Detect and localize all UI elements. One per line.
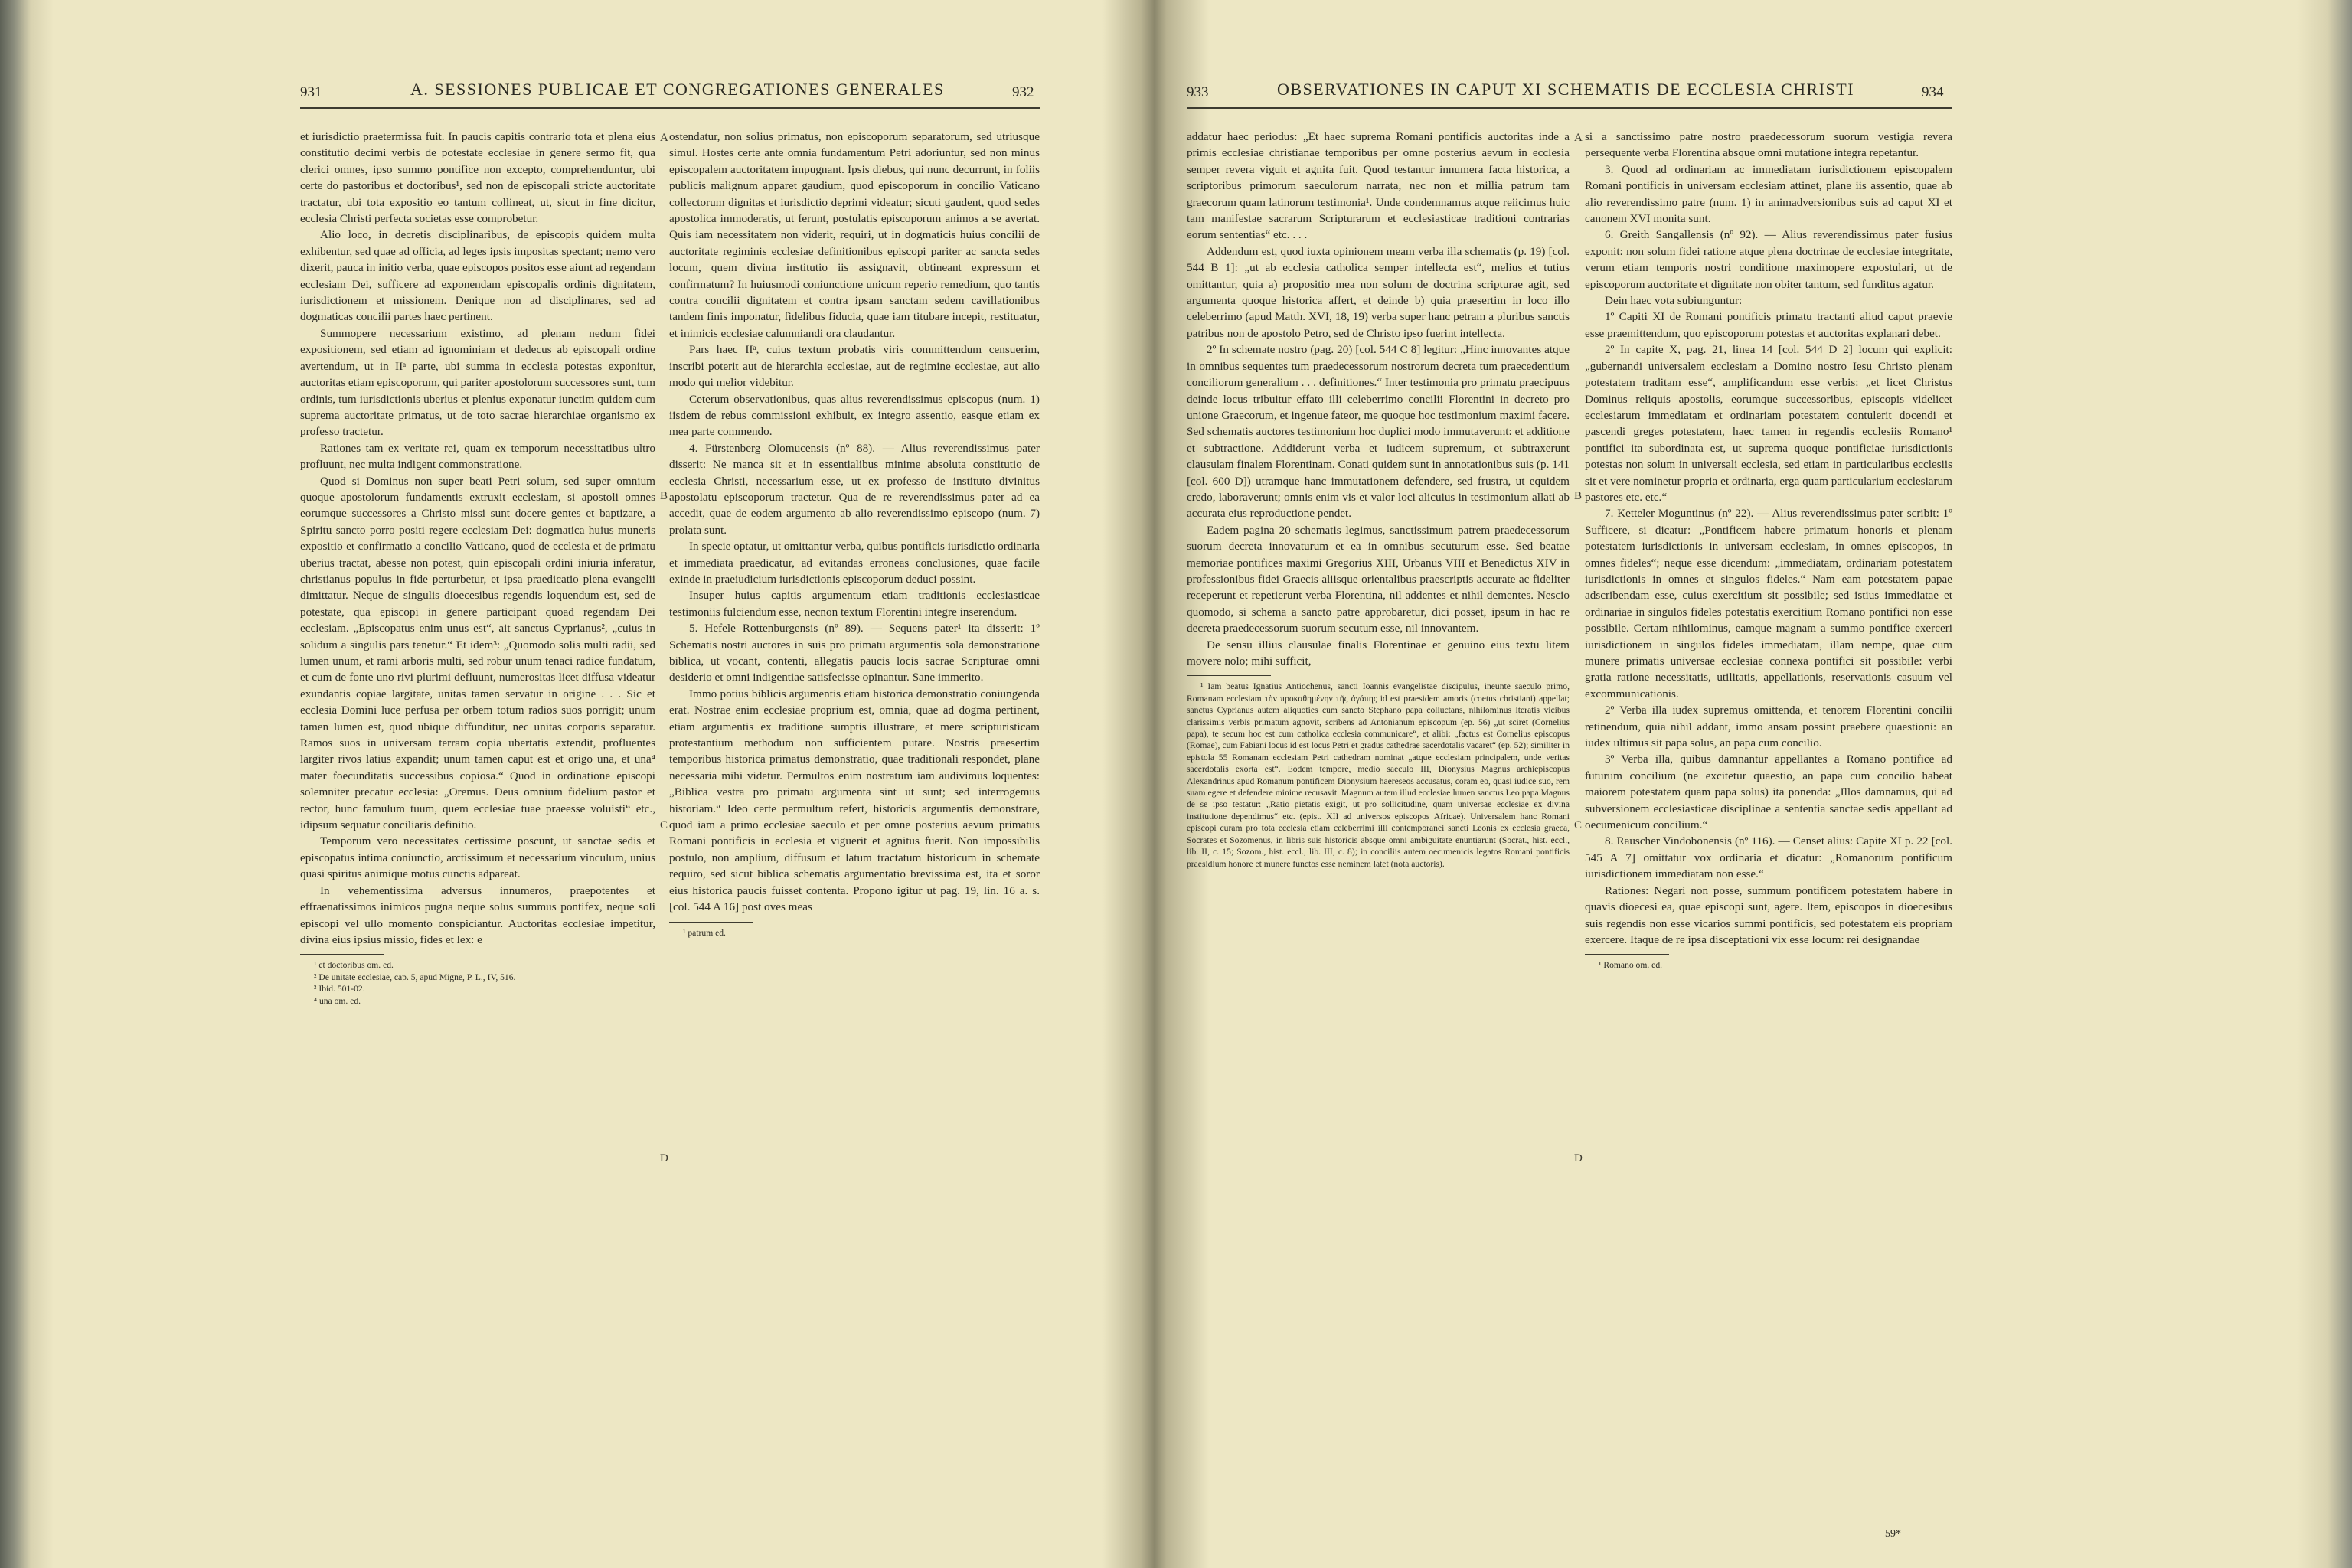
margin-letter: B bbox=[660, 490, 668, 502]
column-1 bbox=[1187, 129, 1570, 1554]
page-number-left: 933 bbox=[1187, 84, 1209, 100]
footnote: ¹ patrum ed. bbox=[683, 927, 726, 938]
paragraph: 5. Hefele Rottenburgensis (nº 89). — Sequens pater¹ ita disserit: 1º Schematis nostri auctores in suis pro primatu argumentis sola demonstratione biblica, ut vocant, contenti, allegatis paucis locis sacrae Scripturae omni desiderio et omni indigentiae satisfecisse opinantur. Sane immerito. bbox=[669, 622, 1040, 684]
paragraph: Pars haec IIᵃ, cuius textum probatis viris committendum censuerim, inscribi poterit aut de hierarchia ecclesiae, aut de regimine ecclesiae, aut alio modo qui melior videbitur. bbox=[669, 343, 1040, 390]
header-rule bbox=[1187, 107, 1952, 109]
footnote: ¹ Iam beatus Ignatius Antiochenus, sancti Ioannis evangelistae discipulus, ineunte saeculo primo, Romanam ecclesiam τὴν προκαθημένην τῆς ἀγάπης id est praesidem amoris (coetus christiani) appellat; sanctus Cyprianus autem aliquoties cum sancto Stephano papa colluctans, nihilominus iteratis vicibus clarissimis verbis primatum agnovit, scribens ad Antonianum episcopum (ep. 56) „ut sciret (Cornelius papa), te secum hoc est cum catholica ecclesia communicare“, et alibi: „factus est Cornelius episcopus (Romae), cum Fabiani locus id est locus Petri et gradus cathedrae sacerdotalis vacaret“ (ep. 52); similiter in epistola 55 Romanam ecclesiam Petri cathedram nominat „atque ecclesiam principalem, unde veritas sacerdotalis exorta est“. Eodem tempore, medio saeculo III, Dionysius Magnus archiepiscopus Alexandrinus apud Romanum pontificem Dionysium haereseos accusatus, coram eo, quasi iudice suo, rem suam egere et defendere minime recusavit. Magnum autem illud ecclesiae lumen sanctus Leo papa Magnus de se ipso testatur: „Ratio pietatis exigit, ut pro sollicitudine, quam universae ecclesiae ex divina institutione dependimus“ etc. (epist. XII ad universos episcopos Africae). Universalem hanc Romani episcopi curam pro tota ecclesia etiam celeberrimi illi contemporanei sancti Leonis ex ecclesia graeca, Socrates et Sozomenus, in libris suis historicis absque omni ambiguitate enuntiarunt (Socrat., hist. eccl., lib. II, c. 15; Sozom., hist. eccl., lib. III, c. 8); in conciliis autem oecumenicis legatos Romani pontificis praesidium honore et munere functos esse neminem latet (nota auctoris). bbox=[1187, 681, 1570, 869]
page-number-left: 931 bbox=[300, 84, 322, 100]
paragraph: et iurisdictio praetermissa fuit. In paucis capitis contrario tota et plena eius constitutio decimi verbis de potestate ecclesiae in genere sermo fit, qua clerici omnes, ipso summo pontifice non excepto, comprehenduntur, ubi certe do pastoribus et doctoribus¹, sed non de episcopali stricte auctoritate tractatur, ubi tota expositio eo tantum collineat, ut, sicut in fine dicitur, ecclesia Christi perfecta societas esse comprobetur. bbox=[300, 130, 655, 226]
paragraph: 2º Verba illa iudex supremus omittenda, et tenorem Florentini concilii retinendum, quia nihil addant, immo ansam possint praebere quaestioni: an iudex ultimus sit papa solus, an papa cum concilio. bbox=[1585, 704, 1952, 750]
paragraph: 2º In schemate nostro (pag. 20) [col. 544 C 8] legitur: „Hinc innovantes atque in omnibus sequentes tum praedecessorum nostrorum decreta tum praecedentium conciliorum generalium . . . definitiones.“ Inter testimonia pro primatu praecipuus deinde locus tribuitur effato illi celeberrimo concilii Florentini in decreto pro unione Graecorum, et ingenue fateor, me quoque hoc testimonium maximi facere. Sed schematis auctores testimonium hoc duplici modo immutaverunt: et additione et subtractione. Addiderunt verba et iudicem supremum, et subtraxerunt clausulam finalem Florentinam. Conati quidem sunt in annotationibus suis (p. 141 [col. 600 D]) utramque hanc immutationem defendere, sed frustra, ut equidem credo, laboraverunt; omnis enim vis et valor loci alicuius in testimonium allati ab accurata eius reproductione pendet. bbox=[1187, 343, 1570, 521]
paragraph: addatur haec periodus: „Et haec suprema Romani pontificis auctoritas inde a primis ecclesiae christianae temporibus per omne posterius aevum in ecclesia semper revera viguit et agnita fuit. Quod testantur innumera facta historica, a scriptoribus primorum saeculorum narrata, nec non et millia patrum tam graecorum quam latinorum testimonia¹. Unde condemnamus atque reiicimus huic tam manifestae sacrarum Scripturarum et ecclesiasticae traditioni contrarias eorum sententias“ etc. . . . bbox=[1187, 130, 1570, 242]
margin-letter: D bbox=[660, 1152, 668, 1165]
paragraph: 4. Fürstenberg Olomucensis (nº 88). — Alius reverendissimus pater disserit: Ne manca sit et in essentialibus minime absoluta constitutio de ecclesia Christi, necessarium esse, ut ex professo de instituto divinitus apostolatu episcoporum tractetur. Qua de re reverendissimus pater ad ea accedit, quae de eodem argumento ab alio reverendissimo episcopo (num. 7) prolata sunt. bbox=[669, 441, 1040, 537]
paragraph: 6. Greith Sangallensis (nº 92). — Alius reverendissimus pater fusius exponit: non solum fidei ratione atque plena doctrinae de ecclesiae integritate, verum etiam temporis nostri conditione maximopere expostulari, ut de episcoporum auctoritate et dignitate non obiter tantum, sed funditus agatur. bbox=[1585, 228, 1952, 291]
paragraph: 2º In capite X, pag. 21, linea 14 [col. 544 D 2] locum qui explicit: „gubernandi universalem ecclesiam a Domino nostro Iesu Christo plenam potestatem traditam esse“, amplificandum esse verbis: „et licet Christus Dominus reliquis apostolis, eorumque successoribus, episcopis videlicet ecclesiarum immediatam et ordinariam potestatem contulerit docendi et pascendi greges potestatem, haec tamen in regendis ecclesiis Romano¹ pontifici ita subordinata est, ut suprema quoque pontificiae iurisdictionis potestas non solum in universali ecclesia, sed etiam in particularibus ecclesiis sit et vere nominetur propria et ordinaria, erga quam particularium ecclesiarum pastores etc. etc.“ bbox=[1585, 343, 1952, 504]
margin-letter: B bbox=[1574, 490, 1583, 502]
footnote-rule bbox=[1187, 675, 1271, 676]
paragraph: Ceterum observationibus, quas alius reverendissimus episcopus (num. 1) iisdem de rebus commissioni exhibuit, ex integro assentio, easque etiam ex mea parte commendo. bbox=[669, 392, 1040, 439]
paragraph: Quod si Dominus non super beati Petri solum, sed super omnium quoque apostolorum fundamentis extruxit ecclesiam, si apostoli omnes eorumque successores a Christo missi sunt docere gentes et baptizare, a Spiritu sancto porro positi regere ecclesiam Dei: dogmatica huius muneris expositio et confirmatio a concilio Vaticano, quod de ecclesia et de primatu uberius tractat, abesse non potest, quin episcopali ordini iniuria inferatur, christianus populus in fide perturbetur, et ipsa praedicatio plena evangelii dimittatur. Neque de singulis dioecesibus regendis loquendum est, sed de potestate, qua episcopi in genere participant quoad regendam Dei ecclesiam. „Episcopatus enim unus est“, ait sanctus Cyprianus², „cuius in solidum a singulis pars tenetur.“ Et idem³: „Quomodo solis multi radii, sed lumen unum, et rami arboris multi, sed robur unum tenaci radice fundatum, et cum de fonte uno rivi plurimi defluunt, numerositas licet diffusa videatur exundantis copiae largitate, unitas tamen servatur in origine . . . Sic et ecclesia Domini luce perfusa per orbem totum radios suos porrigit; unum tamen lumen est, quod ubique diffunditur, nec unitas corporis separatur. Ramos suos in universam terram copia ubertatis extendit, profluentes largiter rivos latius expandit; unum tamen caput est et origo una, et una⁴ mater foecunditatis successibus copiosa.“ Quod in ordinatione episcopi solemniter precatur ecclesia: „Oremus. Deus omnium fidelium pastor et rector, hunc famulum tuum, quem ecclesiae tuae praeesse voluisti“ etc., idipsum sequatur conciliaris definitio. bbox=[300, 474, 655, 832]
page-number-right: 932 bbox=[1012, 84, 1034, 100]
footnote: ² De unitate ecclesiae, cap. 5, apud Migne, P. L., IV, 516. bbox=[314, 972, 516, 982]
footnote: ¹ Romano om. ed. bbox=[1599, 960, 1663, 971]
footnote: ³ Ibid. 501-02. bbox=[314, 984, 365, 995]
paragraph: ostendatur, non solius primatus, non episcoporum separatorum, sed utriusque simul. Hostes certe ante omnia fundamentum Petri adoriuntur, sed non minus episcopalem auctoritatem impugnant. Ipsis diebus, qui nunc decurrunt, in foliis publicis malignum apparet gaudium, quod episcoporum in concilio Vaticano collectorum dignitas et iurisdictio deprimi videatur; sicuti gaudent, quod sedes apostolica immoderatis, ut ferunt, postulatis episcoporum animos a se avertat. Quis iam necessitatem non viderit, requiri, ut in dogmaticis huius concilii de auctoritate regiminis ecclesiae definitionibus episcopi pariter ac sancta sedes locum, quem divina institutio iis assignavit, obtineant expressum et confirmatum? In huiusmodi coniunctione unicum reperio remedium, quo tantis contra concilii dignitatem et contra ipsam sanctam sedem cavillationibus tandem finis imponatur, fidelibus fiducia, quae iam titubare incepit, restituatur, et inimicis ecclesiae calumniandi ora claudantur. bbox=[669, 130, 1040, 340]
paragraph: Insuper huius capitis argumentum etiam traditionis ecclesiasticae testimoniis fulciendum esse, necnon textum Florentini integre inserendum. bbox=[669, 589, 1040, 619]
paragraph: Rationes tam ex veritate rei, quam ex temporum necessitatibus ultro profluunt, nec multa indigent commonstratione. bbox=[300, 441, 655, 472]
footnote-rule bbox=[1585, 954, 1669, 955]
margin-letter: D bbox=[1574, 1152, 1583, 1165]
paragraph: Immo potius biblicis argumentis etiam historica demonstratio coniungenda erat. Nostrae enim ecclesiae proprium est, omnia, quae ad dogma pertinent, etiam argumentis ex traditione sumptis illustrare, et mere scripturisticam protestantium methodum non sufficientem putare. Nostris praesertim temporibus historica primatus demonstratio, quae traditionali respondet, plane necessaria mihi videtur. Permultos enim nostratum iam audivimus loquentes: „Biblica vestra pro primatu argumenta sint ut sunt; sed interrogemus historiam.“ Ideo certe permultum refert, historicis argumentis demonstrare, quod iam a primo ecclesiae saeculo et per omne posterius aevum primatus Romani pontificis in ecclesia et viguerit et agnitus fuerit. Non impossibilis postulo, non amplium, diffusum et latum tractatum historicum in schemate requiro, sed sicut biblica schematis argumentatio brevissima est, ita et soror eius historica paucis fuisset contenta. Propono igitur ut pag. 19, lin. 16 a. s. [col. 544 A 16] post oves meas bbox=[669, 687, 1040, 914]
footnote-rule bbox=[300, 954, 384, 955]
paragraph: Temporum vero necessitates certissime poscunt, ut sanctae sedis et episcopatus intima coniunctio, arctissimum et necessarium vinculum, unius quasi spiritus animique motus cunctis adpareat. bbox=[300, 835, 655, 881]
left-page bbox=[0, 0, 1148, 1568]
paragraph: si a sanctissimo patre nostro praedecessorum suorum vestigia revera persequente verba Florentina absque omni mutatione integra repetantur. bbox=[1585, 130, 1952, 160]
column-2 bbox=[669, 129, 1040, 1554]
paragraph: Summopere necessarium existimo, ad plenam nedum fidei expositionem, sed etiam ad ignominiam et dedecus ab episcopali ordine avertendum, ut in IIᵃ parte, ubi summa in ecclesia potestas exponitur, auctoritas etiam episcoporum, qui pariter apostolorum successores sunt, tum ordinis, tum iurisdictionis uberius et plenius exponatur iunctim quidem cum suprema auctoritate primatus, ut de toto sacrae hierarchiae organismo ex professo tractetur. bbox=[300, 326, 655, 439]
paragraph: In specie optatur, ut omittantur verba, quibus pontificis iurisdictio ordinaria et immediata praedicatur, ad evitandas erroneas conclusiones, quae facile exinde in praeiudicium iurisdictionis episcoporum deduci possint. bbox=[669, 540, 1040, 586]
margin-letter: A bbox=[1574, 132, 1583, 144]
footnote-rule bbox=[669, 922, 753, 923]
running-title-left: A. SESSIONES PUBLICAE ET CONGREGATIONES GENERALES bbox=[410, 80, 945, 99]
paragraph: 3º Verba illa, quibus damnantur appellantes a Romano pontifice ad futurum concilium (ne excitetur quaestio, an papa cum concilio habeat maiorem potestatem quam papa solus) ita ponenda: „Illos damnamus, qui ad subversionem ecclesiasticae disciplinae a sententia sanctae sedis appellant ad oecumenicum concilium.“ bbox=[1585, 753, 1952, 832]
header-rule bbox=[300, 107, 1040, 109]
column-1 bbox=[300, 129, 655, 1554]
paragraph: 1º Capiti XI de Romani pontificis primatu tractanti aliud caput praevie esse praemittendum, quo episcoporum potestas et auctoritas explanari debet. bbox=[1585, 310, 1952, 340]
paragraph: In vehementissima adversus innumeros, praepotentes et effraenatissimos inimicos pugna neque solus summus pontifex, neque soli episcopi vel ullo momento conspiciantur. Auctoritas ecclesiae impetitur, divina eius ipsius missio, fides et lex: e bbox=[300, 884, 655, 946]
paragraph: Eadem pagina 20 schematis legimus, sanctissimum patrem praedecessorum suorum decreta innovaturum et ea in omnibus secuturum esse. Sed beatae memoriae pontifices maximi Gregorius XIII, Urbanus VIII et Benedictus XIV in professionibus fidei Graecis aliisque orientalibus praescriptis accurate ac fideliter receperunt et repetierunt verba Florentina, nil addentes et nihil dementes. Nescio quomodo, si schema a sancto patre approbaretur, dici posset, ipsum in hac re decreta praedecessorum suorum secutum esse, nil innovantem. bbox=[1187, 523, 1570, 635]
running-title-right: OBSERVATIONES IN CAPUT XI SCHEMATIS DE ECCLESIA CHRISTI bbox=[1277, 80, 1855, 99]
paragraph: 8. Rauscher Vindobonensis (nº 116). — Censet alius: Capite XI p. 22 [col. 545 A 7] omittatur vox ordinaria et dicatur: „Romanorum pontificum iurisdictionem immediatam non esse.“ bbox=[1585, 835, 1952, 881]
paragraph: 7. Ketteler Moguntinus (nº 22). — Alius reverendissimus pater scribit: 1º Sufficere, si dicatur: „Pontificem habere primatum honoris et plenam potestatem iurisdictionis in universam ecclesiam, in omnes episcopos, in omnes fideles“; neque esse dicendum: „immediatam, ordinariam potestatem iurisdictionis in omnes et singulos fideles.“ Nam eam potestatem papae adscribendam esse, cuius exercitium sit possibile; sed istius immediatae et ordinariae in singulos fideles potestatis exercitium Romano pontifici non esse possibile. Certam nihilominus, eamque magnam a summo pontifice exerceri iurisdictionem in singulos fideles immediatam, illam nempe, quae cum munere primatis universae ecclesiae connexa pontifici sit possibile: verbi gratia ratione necessitatis, utilitatis, appellationis, reservationis casuum vel excommunicationis. bbox=[1585, 507, 1952, 701]
footnote: ⁴ una om. ed. bbox=[314, 995, 361, 1006]
right-page bbox=[1156, 0, 2352, 1568]
paragraph: Addendum est, quod iuxta opinionem meam verba illa schematis (p. 19) [col. 544 B 1]: „ut ab ecclesia catholica semper intellecta est“, melius et tutius omittantur, quia a) propositio mea non solum de doctrina scripturae agit, sed argumenta quoque historica affert, et deinde b) quia praesertim in loco illo celeberrimo (apud Matth. XVI, 18, 19) verba super hanc petram a pluribus sanctis patribus non de apostolo Petro, sed de Christo ipso fuerint intellecta. bbox=[1187, 244, 1570, 340]
signature-mark: 59* bbox=[1885, 1528, 1901, 1540]
page-number-right: 934 bbox=[1922, 84, 1944, 100]
paragraph: 3. Quod ad ordinariam ac immediatam iurisdictionem episcopalem Romani pontificis in universam ecclesiam attinet, plane iis assentio, quae ab alio reverendissimo patre (num. 1) in animadversionibus suis ad caput XI et canonem XVI monita sunt. bbox=[1585, 162, 1952, 226]
margin-letter: C bbox=[660, 819, 668, 831]
margin-letter: C bbox=[1574, 819, 1583, 831]
paragraph: Dein haec vota subiunguntur: bbox=[1605, 294, 1743, 308]
column-2 bbox=[1585, 129, 1952, 1514]
paragraph: Rationes: Negari non posse, summum pontificem potestatem habere in quavis dioecesi ea, quae episcopi sunt, agere. Item, episcopos in dioecesibus suis regendis non esse vicarios summi pontificis, sed potestatem eis propriam exercere. Itaque de re ipsa disceptationi vix esse locum: rei designandae bbox=[1585, 884, 1952, 946]
margin-letter: A bbox=[660, 132, 668, 144]
footnote: ¹ et doctoribus om. ed. bbox=[314, 960, 394, 971]
paragraph: De sensu illius clausulae finalis Florentinae et genuino eius textu litem movere nolo; mihi sufficit, bbox=[1187, 638, 1570, 668]
paragraph: Alio loco, in decretis disciplinaribus, de episcopis quidem multa exhibentur, sed quae ad officia, ad leges ipsis impositas spectant; nemo vero dixerit, pauca in initio verba, quae episcopos positos esse aiunt ad regendam ecclesiam Dei, sufficere ad exponendam episcopalis ordinis dignitatem, iurisdictionem et missionem. Denique non ad disciplinares, sed ad dogmaticas concilii partes haec pertinent. bbox=[300, 228, 655, 324]
